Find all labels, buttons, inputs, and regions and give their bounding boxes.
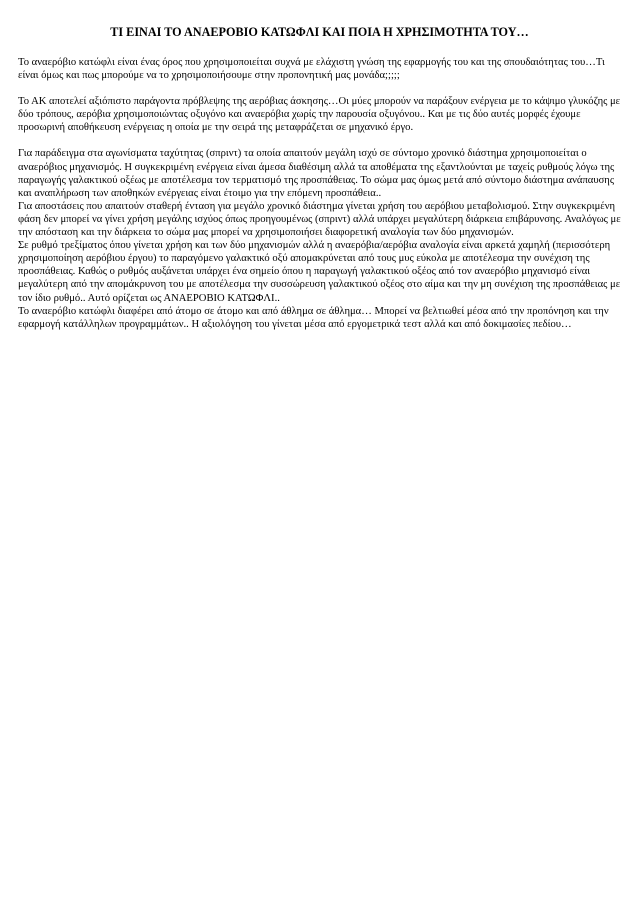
paragraph-ak-prediction: Το ΑΚ αποτελεί αξιόπιστο παράγοντα πρόβλεψης της αερόβιας άσκησης…Οι μύες μπορούν να παράξουν ενέργεια με το κάψιμο γλυκόζης με δύο τρόπους, αερόβια χρησιμοποιώντας οξυγόνο και αναερόβια χωρίς την παρουσία οξυγόνου.. Και με τις δύο αυτές μορφές έχουμε προσωρινή αποθήκευση ενέργειας η οποία με την σειρά της μεταφράζεται σε μηχανικό έργο. [18, 96, 621, 134]
paragraph-intro: Το αναερόβιο κατώφλι είναι ένας όρος που χρησιμοποιείται συχνά με ελάχιστη γνώση της εφαρμογής του και της σπουδαιότητας του…Τι είναι όμως και πως μπορούμε να το χρησιμοποιήσουμε στην προπονητική μας μονάδα;;;;; [18, 57, 605, 82]
paragraph-individual-variation: Το αναερόβιο κατώφλι διαφέρει από άτομο σε άτομο και από άθλημα σε άθλημα… Μπορεί να βελτιωθεί μέσα από την προπόνηση και την εφαρμογή κατάλληλων προγραμμάτων.. Η αξιολόγηση του γίνεται μέσα από εργομετρικά τεστ αλλά και από δοκιμασίες πεδίου… [18, 305, 609, 330]
paragraph-threshold-definition: Σε ρυθμό τρεξίματος όπου γίνεται χρήση και των δύο μηχανισμών αλλά η αναερόβια/αερόβια αναλογία είναι αρκετά χαμηλή (περισσότερη χρησιμοποίηση αερόβιου έργου) το παραγόμενο γαλακτικό οξύ απομακρύνεται από τους μυς εύκολα με αποτέλεσμα την συνέχιση της προσπάθειας. Καθώς ο ρυθμός αυξάνεται υπάρχει ένα σημείο όπου η παραγωγή γαλακτικού οξέος από τον αναερόβιο μηχανισμό είναι μεγαλύτερη από την απομάκρυνση του με αποτέλεσμα την συσσώρευση γαλακτικού οξέος στο αίμα και την μη συνέχιση της προσπάθειας με τον ίδιο ρυθμό.. Αυτό ορίζεται ως ΑΝΑΕΡΟΒΙΟ ΚΑΤΩΦΛΙ.. [18, 240, 621, 304]
paragraph-long-distance: Για αποστάσεις που απαιτούν σταθερή ένταση για μεγάλο χρονικό διάστημα γίνεται χρήση του αερόβιου μεταβολισμού. Στην συγκεκριμένη φάση δεν μπορεί να γίνει χρήση μεγάλης ισχύος όπως προηγουμένως (σπριντ) αλλά υπάρχει μεγαλύτερη διάρκεια επιβάρυνσης. Αναλόγως με την απόσταση και την διάρκεια το σώμα μας μπορεί να χρησιμοποιήσει διαφορετική αναλογία των δύο μηχανισμών. [18, 200, 621, 239]
paragraph-sprint-example: Για παράδειγμα στα αγωνίσματα ταχύτητας (σπριντ) τα οποία απαιτούν μεγάλη ισχύ σε σύντομο χρονικό διάστημα χρησιμοποιείται ο αναερόβιος μηχανισμός. Η συγκεκριμένη ενέργεια είναι άμεσα διαθέσιμη αλλά τα αποθέματα της εξαντλούνται με ταχείς ρυθμούς λόγω της παραγωγής γαλακτικού οξέως με αποτέλεσμα τον τερματισμό της προσπάθειας. Το σώμα μας όμως μετά από σύντομο διάστημα ανάπαυσης και αναπλήρωση των αποθηκών ενέργειας είναι έτοιμο για την επόμενη προσπάθεια.. [18, 148, 615, 199]
document-page [18, 25, 621, 331]
document-title: ΤΙ ΕΙΝΑΙ ΤΟ ΑΝΑΕΡΟΒΙΟ ΚΑΤΩΦΛΙ ΚΑΙ ΠΟΙΑ Η ΧΡΗΣΙΜΟΤΗΤΑ ΤΟΥ… [110, 25, 529, 39]
